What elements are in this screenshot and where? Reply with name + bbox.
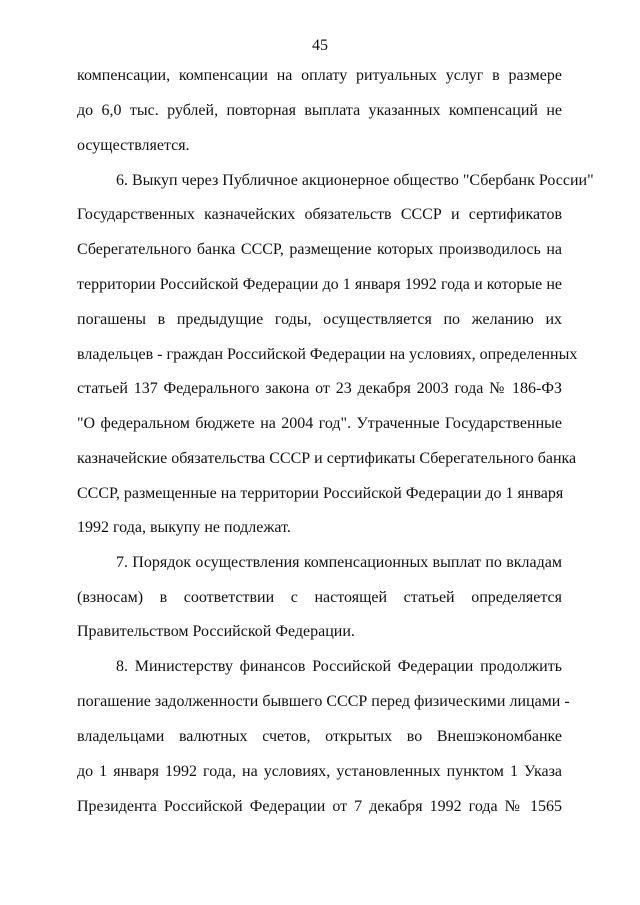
text-line: 1992 года, выкупу не подлежат. — [77, 519, 291, 536]
text-line: (взносам) в соответствии с настоящей статьей определяется — [77, 589, 562, 606]
page-number: 45 — [312, 37, 328, 54]
paragraph-7-start: 7. Порядок осуществления компенсационных выплат по вкладам — [116, 554, 562, 571]
text-line: Государственных казначейских обязательств СССР и сертификатов — [77, 206, 562, 223]
text-line: статьей 137 Федерального закона от 23 декабря 2003 года № 186-ФЗ — [77, 380, 562, 397]
paragraph-6-start: 6. Выкуп через Публичное акционерное общество "Сбербанк России" — [116, 172, 594, 189]
text-line: Правительством Российской Федерации. — [77, 623, 355, 640]
text-line: "О федеральном бюджете на 2004 год". Утраченные Государственные — [77, 415, 562, 432]
text-line: до 1 января 1992 года, на условиях, установленных пунктом 1 Указа — [77, 763, 562, 780]
text-line: до 6,0 тыс. рублей, повторная выплата указанных компенсаций не — [77, 102, 562, 119]
text-line: осуществляется. — [77, 137, 190, 154]
text-line: погашение задолженности бывшего СССР перед физическими лицами - — [77, 693, 570, 710]
text-line: владельцами валютных счетов, открытых во Внешэкономбанке — [77, 728, 562, 745]
text-line: Президента Российской Федерации от 7 декабря 1992 года № 1565 — [77, 798, 562, 815]
text-line: компенсации, компенсации на оплату ритуальных услуг в размере — [77, 67, 562, 84]
text-line: владельцев - граждан Российской Федерации на условиях, определенных — [77, 346, 578, 363]
paragraph-8-start: 8. Министерству финансов Российской Федерации продолжить — [116, 658, 562, 675]
text-line: Сберегательного банка СССР, размещение которых производилось на — [77, 241, 562, 258]
text-line: погашены в предыдущие годы, осуществляется по желанию их — [77, 311, 562, 328]
text-line: СССР, размещенные на территории Российской Федерации до 1 января — [77, 485, 564, 502]
text-line: территории Российской Федерации до 1 января 1992 года и которые не — [77, 276, 562, 293]
text-line: казначейские обязательства СССР и сертификаты Сберегательного банка — [77, 450, 577, 467]
